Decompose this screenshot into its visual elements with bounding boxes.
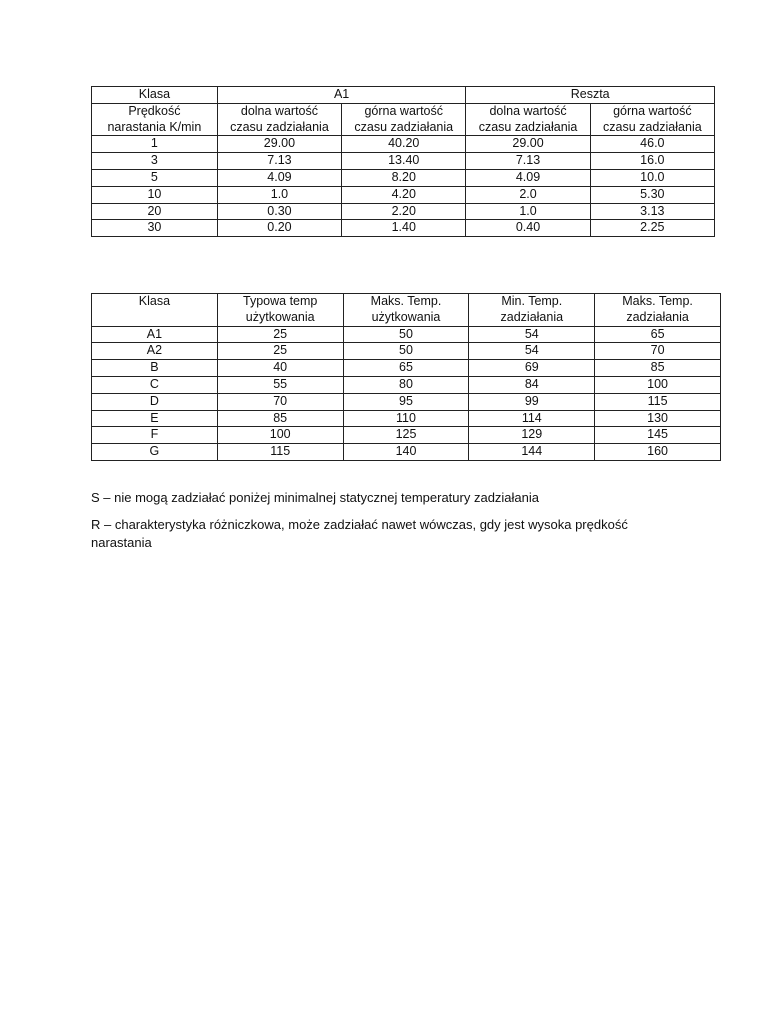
table-cell: 114 [469,410,595,427]
header-text-line: zadziałania [626,309,689,324]
table-cell: 5 [92,169,218,186]
table-cell: 100 [217,427,343,444]
table-cell: 2.25 [590,220,714,237]
table-cell: D [92,393,218,410]
response-time-table [91,86,715,237]
table-row [92,427,721,444]
table-row [92,326,721,343]
table-cell: 160 [595,444,721,461]
header-text-line: użytkowania [245,309,315,324]
table-cell: 13.40 [342,153,466,170]
table-row [92,393,721,410]
table-row [92,376,721,393]
table-cell: 29.00 [217,136,341,153]
table-cell: 4.20 [342,186,466,203]
table-row [92,410,721,427]
table-cell: 50 [343,343,469,360]
header-text-line: czasu zadziałania [230,119,329,134]
table-cell: B [92,360,218,377]
header-cell-reszta: Reszta [466,87,715,104]
table-header-row [92,294,721,327]
table-cell: E [92,410,218,427]
header-text-line: narastania K/min [107,119,202,134]
table-cell: 54 [469,326,595,343]
header-text-line: Maks. Temp. [622,294,693,308]
table-cell: 70 [217,393,343,410]
table-cell: 25 [217,326,343,343]
table-row [92,360,721,377]
table-row [92,220,715,237]
table-cell: 40.20 [342,136,466,153]
table-cell: 140 [343,444,469,461]
header-text-line: czasu zadziałania [603,119,702,134]
table-cell: 5.30 [590,186,714,203]
header-text-line: użytkowania [371,309,441,324]
header-cell-max-act-temp [595,294,721,327]
table-cell: 84 [469,376,595,393]
table-cell: 1.0 [466,203,590,220]
table-row [92,136,715,153]
table-header-row [92,87,715,104]
table-cell: 65 [595,326,721,343]
table-cell: 70 [595,343,721,360]
table-row [92,343,721,360]
table-cell: 85 [217,410,343,427]
table-cell: 3 [92,153,218,170]
header-cell-max-use-temp [343,294,469,327]
table-row [92,186,715,203]
header-cell-reszta-lower [466,103,590,136]
table-cell: 54 [469,343,595,360]
header-cell-rate [92,103,218,136]
header-text-line: Maks. Temp. [370,294,442,308]
table-cell: G [92,444,218,461]
table-cell: 130 [595,410,721,427]
table-row [92,153,715,170]
table-cell: 20 [92,203,218,220]
header-text-line: górna wartość [364,103,443,118]
table-cell: 2.0 [466,186,590,203]
table-cell: 2.20 [342,203,466,220]
note-text-line: narastania [91,535,152,550]
note-text-line: R – charakterystyka różniczkowa, może zadziałać nawet wówczas, gdy jest wysoka prędkość [91,517,628,532]
table-cell: 25 [217,343,343,360]
header-text-line: dolna wartość [240,103,318,118]
class-temperature-table [91,293,721,461]
table-cell: 29.00 [466,136,590,153]
table-cell: 1.0 [217,186,341,203]
header-cell-typical-temp [217,294,343,327]
table-cell: 145 [595,427,721,444]
header-text-line: Prędkość [128,103,181,118]
table-cell: 125 [343,427,469,444]
table-cell: 10.0 [590,169,714,186]
table-cell: 30 [92,220,218,237]
header-text-line: Klasa [138,294,171,308]
table-cell: 99 [469,393,595,410]
header-cell-a1-upper [342,103,466,136]
table-cell: 46.0 [590,136,714,153]
table-cell: 69 [469,360,595,377]
table-cell: 0.40 [466,220,590,237]
table-cell: 50 [343,326,469,343]
note-text: S – nie mogą zadziałać poniżej minimalnej statycznej temperatury zadziałania [91,490,540,505]
table-cell: 10 [92,186,218,203]
header-text-line: czasu zadziałania [478,119,578,134]
table-cell: 16.0 [590,153,714,170]
table-cell: F [92,427,218,444]
table-cell: 8.20 [342,169,466,186]
table-cell: 0.20 [217,220,341,237]
table-cell: 100 [595,376,721,393]
note-s [91,489,691,507]
table-cell: 1 [92,136,218,153]
header-cell-klasa: Klasa [92,87,218,104]
table-cell: 0.30 [217,203,341,220]
table-cell: 115 [595,393,721,410]
header-text-line: Min. Temp. [501,294,563,308]
table-cell: 55 [217,376,343,393]
header-cell-min-act-temp [469,294,595,327]
header-cell-a1: A1 [217,87,466,104]
table-cell: 4.09 [217,169,341,186]
table-cell: 7.13 [217,153,341,170]
table-cell: 4.09 [466,169,590,186]
table-row [92,444,721,461]
table-cell: 80 [343,376,469,393]
header-text-line: dolna wartość [489,103,567,118]
table-cell: 3.13 [590,203,714,220]
table-row [92,203,715,220]
table-cell: 95 [343,393,469,410]
table-cell: 110 [343,410,469,427]
table-cell: A2 [92,343,218,360]
header-text-line: Typowa temp [243,294,318,308]
table-cell: 7.13 [466,153,590,170]
table-cell: 115 [217,444,343,461]
table-cell: 85 [595,360,721,377]
table-cell: 1.40 [342,220,466,237]
table-cell: 65 [343,360,469,377]
header-cell-a1-lower [217,103,341,136]
table-cell: A1 [92,326,218,343]
table-cell: C [92,376,218,393]
table-subheader-row [92,103,715,136]
table-cell: 129 [469,427,595,444]
header-text-line: górna wartość [613,103,692,118]
table-row [92,169,715,186]
header-text-line: zadziałania [500,309,564,324]
header-cell-klasa [92,294,218,327]
note-r [91,516,691,552]
table-cell: 40 [217,360,343,377]
table-cell: 144 [469,444,595,461]
header-cell-reszta-upper [590,103,714,136]
header-text-line: czasu zadziałania [354,119,454,134]
